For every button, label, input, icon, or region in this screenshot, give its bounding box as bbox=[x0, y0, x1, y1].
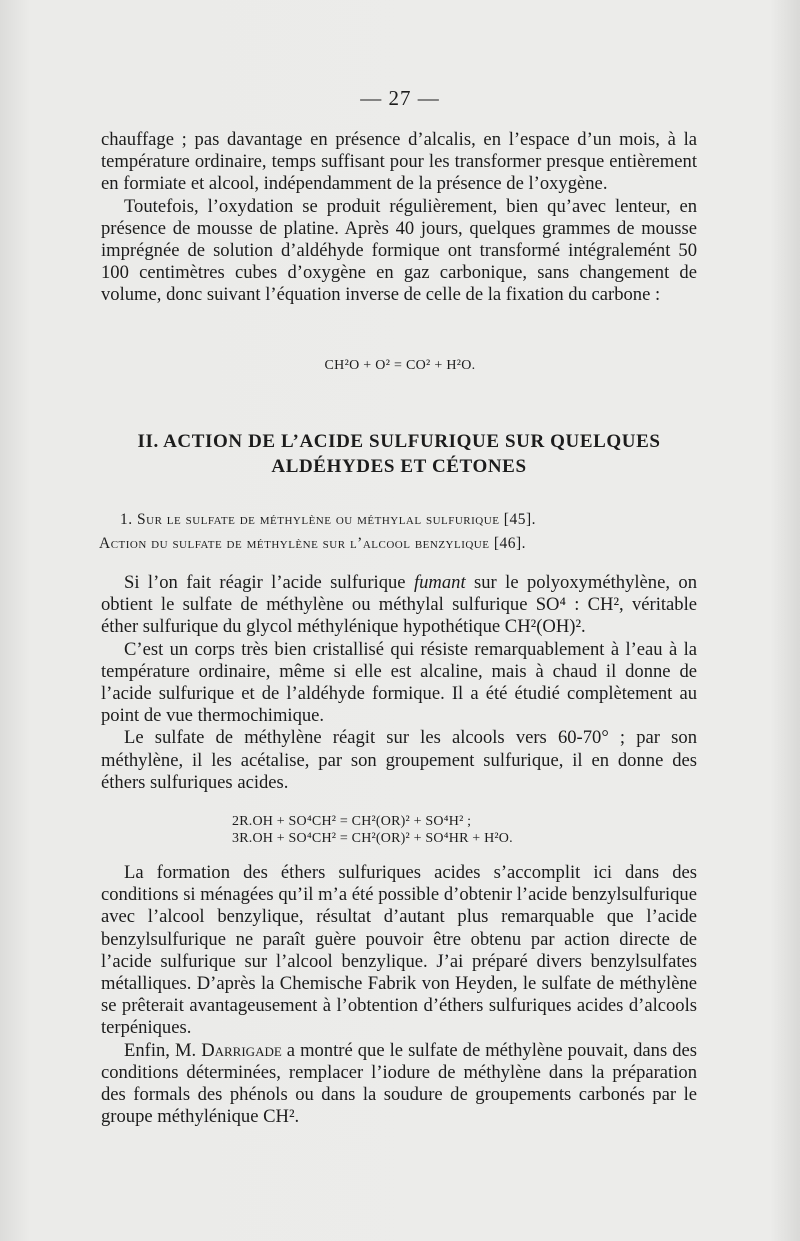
section-heading-line-1: II. ACTION DE L’ACIDE SULFURIQUE SUR QUELQUES bbox=[137, 431, 661, 452]
page-number: — 27 — bbox=[360, 86, 440, 110]
paragraph-1: chauffage ; pas davantage en présence d’alcalis, en l’espace d’un mois, à la température ordinaire, temps suffisant pour les transformer presque entièrement en formiate et alcool, indépendamment de la présence de l’oxygène. bbox=[101, 129, 697, 195]
equation-oxidation: CH²O + O² = CO² + H²O. bbox=[324, 358, 476, 373]
paragraph-7-start: Enfin, M. bbox=[124, 1039, 202, 1061]
paragraph-6: La formation des éthers sulfuriques acides s’accomplit ici dans des conditions si ménagées qu’il m’a été possible d’obtenir l’acide benzylsulfurique avec l’alcool benzylique, résultat d’autant plus remarquable que l’acide benzylsulfurique ne paraît guère pouvoir être obtenu par action directe de l’acide sulfurique sur l’alcool benzylique. J’ai préparé divers benzylsulfates métalliques. D’après la Chemische Fabrik von Heyden, le sulfate de méthylène se prêterait avantageusement à l’obtention d’éthers sulfuriques acides d’alcools terpéniques. bbox=[101, 862, 697, 1039]
author-name: Darrigade bbox=[201, 1039, 282, 1061]
equation-acetalisation: 2R.OH + SO⁴CH² = CH²(OR)² + SO⁴H² ; bbox=[232, 814, 472, 829]
subsection-title-2: Action du sulfate de méthylène sur l’alcool benzylique [46]. bbox=[99, 535, 527, 552]
section-heading-line-2: ALDÉHYDES ET CÉTONES bbox=[271, 456, 527, 477]
paragraph-7-end: a montré que le sulfate de méthylène pouvait, dans des conditions déterminées, remplacer l’iodure de méthylène dans la préparation des formals des phénols ou dans la soudure de groupements carbonés par le groupe méthylénique CH². bbox=[101, 1039, 698, 1128]
paragraph-4: C’est un corps très bien cristallisé qui résiste remarquablement à l’eau à la température ordinaire, même si elle est alcaline, mais à chaud il donne de l’acide sulfurique et de l’aldéhyde formique. Il a été étudié complètement au point de vue thermochimique. bbox=[101, 638, 697, 727]
subsection-title-1: 1. Sur le sulfate de méthylène ou méthylal sulfurique [45]. bbox=[120, 511, 536, 528]
paragraph-2: Toutefois, l’oxydation se produit régulièrement, bien qu’avec lenteur, en présence de mousse de platine. Après 40 jours, quelques grammes de mousse imprégnée de solution d’aldéhyde formique ont transformé intégralemént 50 100 centimètres cubes d’oxygène en gaz carbonique, sans changement de volume, donc suivant l’équation inverse de celle de la fixation du carbone : bbox=[101, 195, 697, 306]
text-block-middle bbox=[101, 572, 697, 794]
equation-sulfuric-ether: 3R.OH + SO⁴CH² = CH²(OR)² + SO⁴HR + H²O. bbox=[232, 831, 513, 846]
paragraph-3-start: Si l’on fait réagir l’acide sulfurique bbox=[124, 572, 414, 593]
subsection-heading bbox=[99, 508, 700, 556]
paragraph-3 bbox=[101, 572, 697, 639]
equation-block bbox=[232, 813, 513, 847]
paragraph-3-emphasis: fumant bbox=[413, 572, 466, 593]
paragraph-5: Le sulfate de méthylène réagit sur les alcools vers 60-70° ; par son méthylène, il les acétalise, par son groupement sulfurique, il en donne des éthers sulfuriques acides. bbox=[101, 727, 697, 793]
text-block-bottom bbox=[101, 862, 697, 1128]
paragraph-3-end: sur le polyoxyméthylène, on obtient le sulfate de méthylène ou méthylal sulfurique SO⁴ : CH², véritable éther sulfurique du glycol méthylénique hypothétique CH²(OH)². bbox=[101, 572, 698, 638]
text-block-top bbox=[101, 129, 697, 307]
paragraph-7 bbox=[101, 1040, 697, 1129]
